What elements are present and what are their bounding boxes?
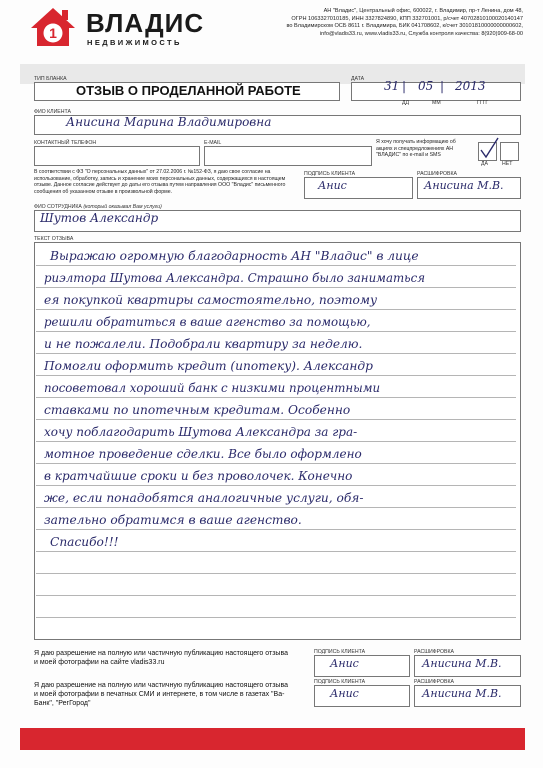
company-line: ОГРН 1063327010185, ИНН 3327824890, КПП 332701001, р/счет 40702810100020140147 xyxy=(291,15,523,22)
company-line: во Владимирском ОСБ 8611 г. Владимира, БИК 041708602, к/счет 30101810000000000602, xyxy=(286,23,523,30)
review-line: и не пожалели. Подобрали квартиру за неделю. xyxy=(44,337,363,351)
date-label: ДАТА xyxy=(351,76,365,82)
date-day: 31 xyxy=(384,79,400,93)
logo-digit: 1 xyxy=(49,25,57,41)
review-line: мотное проведение сделки. Все было оформлено xyxy=(44,447,362,461)
date-year-sub: ГГГГ xyxy=(477,100,489,106)
review-line: Помогли оформить кредит (ипотеку). Александр xyxy=(44,359,373,373)
phone-label: КОНТАКТНЫЙ ТЕЛЕФОН xyxy=(34,140,97,146)
email-label: E-MAIL xyxy=(204,140,222,146)
company-line: АН "Владис", Центральный офис, 600022, г. Владимир, пр-т Ленина, дом 48, xyxy=(323,8,523,14)
top-band xyxy=(20,64,525,84)
review-line: зательно обратимся в ваше агенство. xyxy=(44,513,302,527)
date-month: 05 xyxy=(418,79,434,93)
type-label: ТИП БЛАНКА xyxy=(34,76,67,82)
permit-site-signature: Анис xyxy=(330,657,359,670)
review-label: ТЕКСТ ОТЗЫВА xyxy=(34,236,74,242)
review-line: риэлтора Шутова Александра. Страшно было заниматься xyxy=(44,271,426,285)
permit-site-sign-field[interactable] xyxy=(314,655,410,677)
permit-media-signature: Анис xyxy=(330,687,359,700)
permit-media-decode-label: РАСШИФРОВКА xyxy=(414,679,454,685)
brand-name: ВЛАДИС xyxy=(86,8,205,38)
header xyxy=(0,0,543,62)
consent-text: В соответствии с ФЗ "О персональных данных" от 27.02.2006 г. №152-ФЗ, я даю свое согласие на использование, обработку, запись и хранение моих персональных данных, содержащихся в настоящем отзыве. Данное согласие действует до даты его отзыва путем направления ООО "Владис" письменного сообщения об указанном отзыве в произвольной форме. xyxy=(34,169,286,195)
review-line: решили обратиться в ваше агенство за помощью, xyxy=(44,315,371,329)
client-sign-label: ПОДПИСЬ КЛИЕНТА xyxy=(304,171,356,177)
phone-field[interactable] xyxy=(34,146,200,166)
company-line: info@vladis33.ru, www.vladis33.ru, Служба контроля качества: 8(920)909-68-00 xyxy=(319,30,523,37)
company-details xyxy=(223,8,523,38)
review-line: ставками по ипотечным кредитам. Особенно xyxy=(44,403,351,417)
permit-site-text: Я даю разрешение на полную или частичную публикацию настоящего отзыва и моей фотографии на сайте vladis33.ru xyxy=(34,650,288,666)
permit-site-decode-label: РАСШИФРОВКА xyxy=(414,649,454,655)
brand-subtitle: НЕДВИЖИМОСТЬ xyxy=(87,38,182,47)
review-form-page: 1 ВЛАДИС НЕДВИЖИМОСТЬ АН "Владис", Центральный офис, 600022, г. Владимир, пр-т Ленина, дом 48, ОГРН 1063327010185, ИНН 3327824890, КПП 332701001, р/счет 40702810100020140147 во Владимирском ОСБ 8611 г. Владимира, БИК 041708602, к/счет 30101810000000000602, info@vladis33.ru, www.vladis33.ru, Служба контроля качества: 8(920)909-68-00 ТИП БЛАНКА ОТЗЫВ О ПРОДЕЛАННОЙ РАБОТЕ ДАТА 31 | 05 | 2013 ДД ММ ГГГГ ФИО КЛИЕНТА Анисина Марина Владимировна КОНТАКТНЫЙ ТЕЛЕФОН E-MAIL Я хочу получать информацию об акциях и спецпредложениях АН "ВЛАДИС" по e-mail и SMS ДА НЕТ В соответствии с ФЗ "О персональных данных" от 27.02.2006 г. №152-ФЗ, я даю свое согласие на использование, обработку, запись и хранение моих персональных данных, содержащихся в настоящем отзыве. Данное согласие действует до даты его отзыва путем направления ООО "Владис" письменного сообщения об указанном отзыве в произвольной форме. ПОДПИСЬ КЛИЕНТА Анис РАСШИФРОВКА Анисина М.В. ФИО СОТРУДНИКА (который оказывал Вам услуги) Шутов Александр ТЕКСТ ОТЗЫВА Выражаю огромную благодарность АН "Владис" в лице риэлтора Шутова Александра. Страшно было заниматься ея покупкой квартиры самостоятельно, поэтому решили обратиться в ваше агенство за помощью, и не пожалели. Подобрали квартиру за неделю. Помогли оформить кредит (ипотеку). Александр посоветовал хороший банк с низкими процентными ставками по ипотечным кредитам. Особенно хочу поблагодарить Шутова Александра за гра- мотное проведение сделки. Все было оформлено в кратчайшие сроки и без проволочек. Конечно же, если понадобятся аналогичные услуги, обя- зательно обратимся в ваше агенство. Спасибо!!! Я даю разрешение на полную или частичную публикацию настоящего отзыва и моей фотографии на сайте vladis33.ru ПОДПИСЬ КЛИЕНТА Анис РАСШИФРОВКА Анисина М.В. Я даю разрешение на полную или частичную публикацию настоящего отзыва и моей фотографии в печатных СМИ и интернете, в том числе в газетах "Ва-Банк", "РегГород" ПОДПИСЬ КЛИЕНТА Анис РАСШИФРОВКА Анисина М.В. xyxy=(0,0,543,768)
decode-label: РАСШИФРОВКА xyxy=(417,171,457,177)
employee-label: ФИО СОТРУДНИКА (который оказывал Вам услуги) xyxy=(34,204,162,210)
house-logo-icon xyxy=(27,6,79,48)
date-field xyxy=(351,82,521,101)
client-label: ФИО КЛИЕНТА xyxy=(34,109,71,115)
subscribe-info: Я хочу получать информацию об акциях и спецпредложениях АН "ВЛАДИС" по e-mail и SMS xyxy=(376,139,456,159)
client-signature: Анис xyxy=(318,179,347,192)
date-year: 2013 xyxy=(455,79,486,93)
date-day-sub: ДД xyxy=(402,100,410,106)
permit-site-sign-label: ПОДПИСЬ КЛИЕНТА xyxy=(314,649,366,655)
review-line: же, если понадобятся аналогичные услуги, обя- xyxy=(44,491,364,505)
yes-label: ДА xyxy=(481,161,488,167)
no-label: НЕТ xyxy=(502,161,513,167)
permit-site-decode-value: Анисина М.В. xyxy=(422,657,502,670)
review-line: посоветовал хороший банк с низкими процентными xyxy=(44,381,381,395)
decode-value: Анисина М.В. xyxy=(424,179,504,192)
employee-value: Шутов Александр xyxy=(40,211,159,225)
review-line: хочу поблагодарить Шутова Александра за гра- xyxy=(44,425,358,439)
permit-media-decode-value: Анисина М.В. xyxy=(422,687,502,700)
email-field[interactable] xyxy=(204,146,372,166)
footer-red-bar xyxy=(20,728,525,750)
review-line: Спасибо!!! xyxy=(50,535,119,549)
review-line: в кратчайшие сроки и без проволочек. Конечно xyxy=(44,469,353,483)
form-title: ОТЗЫВ О ПРОДЕЛАННОЙ РАБОТЕ xyxy=(76,83,301,98)
review-line: ея покупкой квартиры самостоятельно, поэтому xyxy=(44,293,378,307)
review-line: Выражаю огромную благодарность АН "Владис" в лице xyxy=(50,249,419,263)
employee-hint: (который оказывал Вам услуги) xyxy=(83,204,162,210)
permit-media-text: Я даю разрешение на полную или частичную публикацию настоящего отзыва и моей фотографии в печатных СМИ и интернете, в том числе в газетах "Ва-Банк", "РегГород" xyxy=(34,682,288,707)
no-checkbox[interactable] xyxy=(500,142,519,161)
date-month-sub: ММ xyxy=(432,100,441,106)
client-name-value: Анисина Марина Владимировна xyxy=(66,115,272,129)
permit-media-sign-label: ПОДПИСЬ КЛИЕНТА xyxy=(314,679,366,685)
check-mark-icon xyxy=(478,136,500,160)
permit-media-sign-field[interactable] xyxy=(314,685,410,707)
